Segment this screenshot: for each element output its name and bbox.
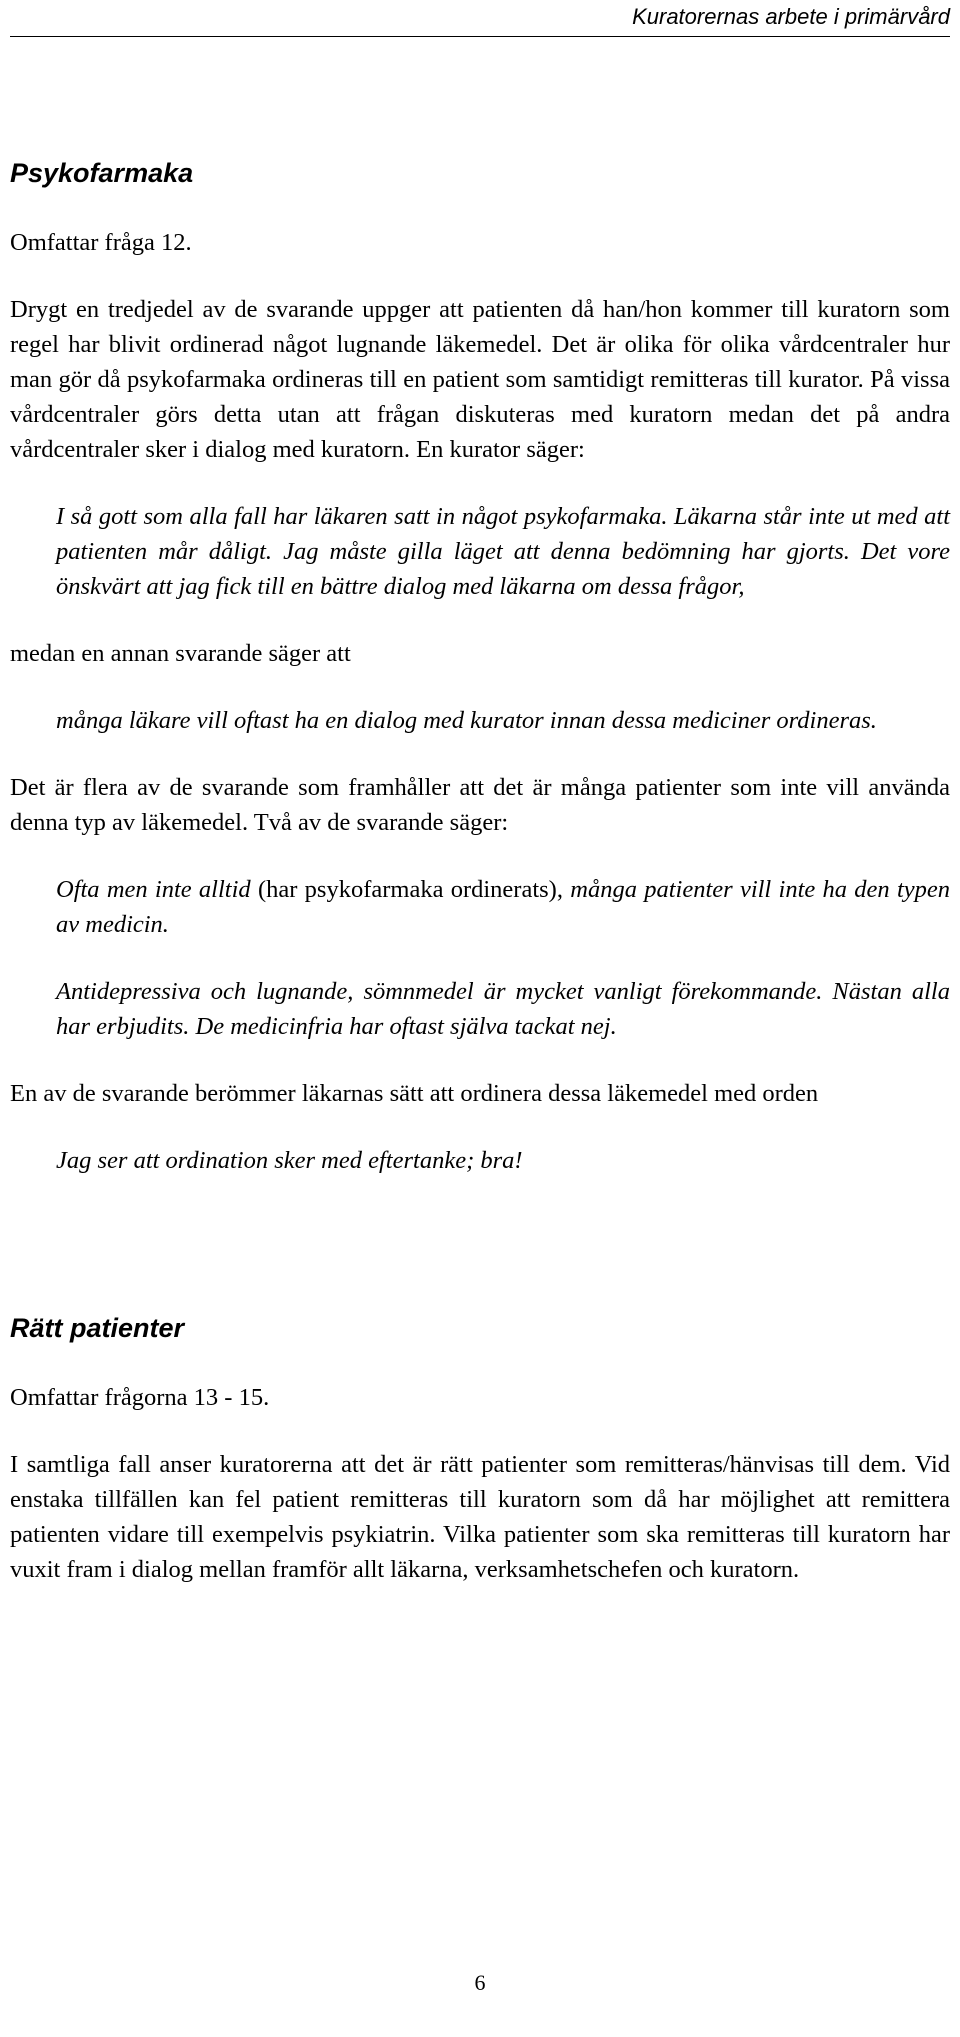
- block-quote: I så gott som alla fall har läkaren satt in något psykofarmaka. Läkarna står inte ut med att patienten mår dåligt. Jag måste gilla läget att denna bedömning har gjorts. Det vore önskvärt att jag fick till en bättre dialog med läkarna om dessa frågor,: [56, 503, 950, 600]
- block-quote: [56, 872, 950, 942]
- section-scope: Omfattar fråga 12.: [10, 229, 192, 256]
- block-quote: Antidepressiva och lugnande, sömnmedel är mycket vanligt förekommande. Nästan alla har erbjudits. De medicinfria har oftast själva tackat nej.: [56, 978, 950, 1040]
- section-psykofarmaka: [10, 155, 950, 1178]
- paragraph: medan en annan svarande säger att: [10, 640, 351, 667]
- page-content: [10, 155, 950, 1619]
- section-title-psykofarmaka: Psykofarmaka: [10, 158, 194, 188]
- block-quote: Jag ser att ordination sker med eftertanke; bra!: [56, 1147, 523, 1174]
- section-title-ratt-patienter: Rätt patienter: [10, 1313, 185, 1343]
- quote-aside: (har psykofarmaka ordinerats),: [250, 876, 571, 903]
- paragraph: En av de svarande berömmer läkarnas sätt att ordinera dessa läkemedel med orden: [10, 1080, 819, 1107]
- paragraph: I samtliga fall anser kuratorerna att det är rätt patienter som remitteras/hänvisas till dem. Vid enstaka tillfällen kan fel patient remitteras till kuratorn som då har möjlighet att remittera patienten vidare till exempelvis psykiatrin. Vilka patienter som ska remitteras till kuratorn har vuxit fram i dialog mellan framför allt läkarna, verksamhetschefen och kuratorn.: [10, 1451, 950, 1583]
- document-page: [10, 0, 950, 2037]
- section-spacer: [10, 1210, 950, 1310]
- quote-fragment: många patienter vill inte ha den typen av medicin.: [56, 876, 951, 938]
- page-number: 6: [474, 1970, 486, 1995]
- section-ratt-patienter: [10, 1310, 950, 1587]
- paragraph: Drygt en tredjedel av de svarande uppger att patienten då han/hon kommer till kuratorn som regel har blivit ordinerad något lugnande läkemedel. Det är olika för olika vårdcentraler hur man gör då psykofarmaka ordineras till en patient som samtidigt remitteras till kurator. På vissa vårdcentraler görs detta utan att frågan diskuteras med kuratorn medan det på andra vårdcentraler sker i dialog med kuratorn. En kurator säger:: [10, 296, 950, 463]
- paragraph: Det är flera av de svarande som framhåller att det är många patienter som inte vill använda denna typ av läkemedel. Två av de svarande säger:: [10, 774, 950, 836]
- header-rule: [10, 36, 950, 37]
- block-quote: många läkare vill oftast ha en dialog med kurator innan dessa mediciner ordineras.: [56, 707, 877, 734]
- quote-fragment: Ofta men inte alltid: [56, 876, 251, 903]
- running-header: Kuratorernas arbete i primärvård: [632, 4, 950, 29]
- section-scope: Omfattar frågorna 13 - 15.: [10, 1384, 270, 1411]
